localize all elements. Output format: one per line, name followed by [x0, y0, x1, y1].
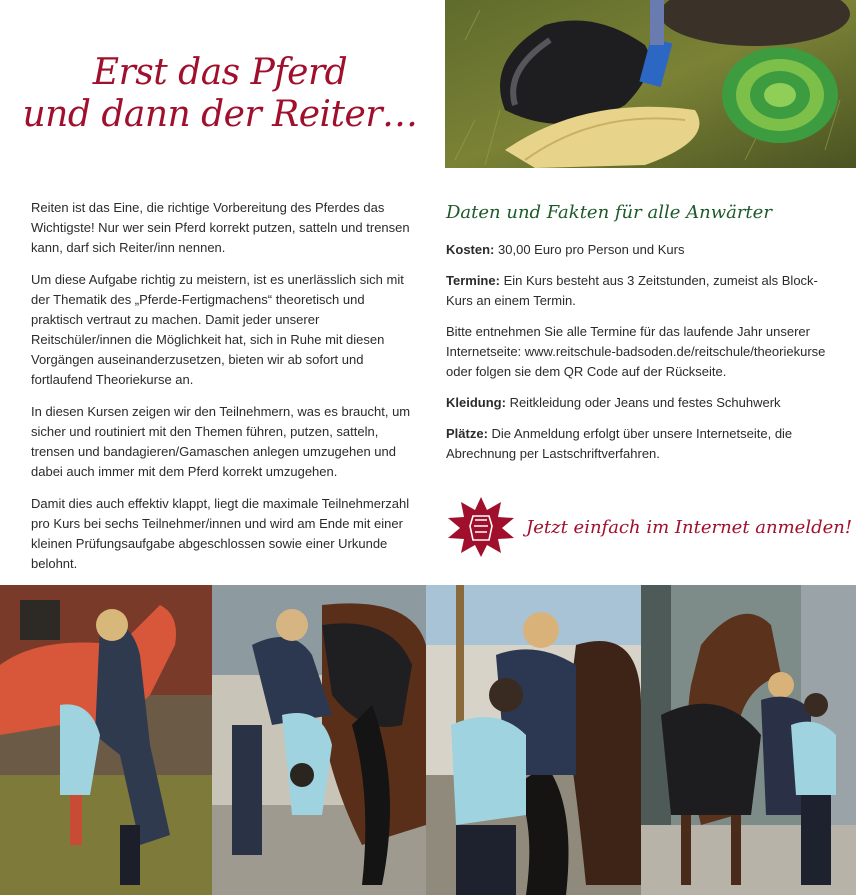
page-headline: [0, 52, 440, 136]
facts-title: Daten und Fakten für alle Anwärter: [446, 202, 772, 223]
headline-line-1: Erst das Pferd: [92, 52, 348, 93]
fact-info: Bitte entnehmen Sie alle Termine für das laufende Jahr unserer Internetseite: www.reitschule-badsoden.de/reitschule/theoriekurse oder folgen sie dem QR Code auf der Rückseite.: [446, 324, 826, 379]
intro-paragraph: Um diese Aufgabe richtig zu meistern, ist es unerlässlich sich mit der Thematik des „Pferde-Fertigmachens“ theoretisch und praktisch vertraut zu machen. Damit jeder unserer Reitschüler/innen die Möglichkeit hat, sich in Ruhe mit diesen Vorgängen auseinanderzusetzen, bieten wir ab sofort und fortlaufend Theoriekurse an.: [31, 272, 404, 387]
intro-paragraph: Reiten ist das Eine, die richtige Vorbereitung des Pferdes das Wichtigste! Nur wer sein Pferd korrekt putzen, satteln und trensen kann, darf sich Reiter/inn nennen.: [31, 200, 410, 255]
star-badge-icon: [446, 496, 516, 558]
photo-hoof-cleaning: [212, 585, 426, 895]
photo-brushing-tail: [426, 585, 641, 895]
fact-plaetze: [446, 424, 841, 464]
fact-termine: [446, 271, 841, 311]
fact-value: Reitkleidung oder Jeans und festes Schuhwerk: [509, 395, 781, 410]
fact-label: Kleidung:: [446, 395, 506, 410]
intro-paragraph: In diesen Kursen zeigen wir den Teilnehmern, was es braucht, um sicher und routiniert mit den Themen führen, putzen, satteln, trensen und bandagieren/Gamaschen anlegen umzugehen und dabei auch immer mit dem Pferd korrekt umzugehen.: [31, 404, 411, 479]
fact-value: 30,00 Euro pro Person und Kurs: [498, 242, 685, 257]
fact-kleidung: [446, 393, 841, 413]
fact-label: Plätze:: [446, 426, 488, 441]
facts-list: [446, 240, 841, 475]
photo-bridling-horse: [641, 585, 856, 895]
cta-text[interactable]: Jetzt einfach im Internet anmelden!: [526, 516, 853, 538]
intro-text: [31, 198, 411, 586]
fact-label: Kosten:: [446, 242, 495, 257]
fact-kosten: [446, 240, 841, 260]
photo-model-horse: [0, 585, 212, 895]
register-online-cta[interactable]: [446, 496, 856, 558]
fact-label: Termine:: [446, 273, 500, 288]
headline-line-2: und dann der Reiter…: [22, 94, 418, 135]
photo-strip: [0, 585, 856, 895]
intro-paragraph: Damit dies auch effektiv klappt, liegt die maximale Teilnehmerzahl pro Kurs bei sechs Teilnehmer/innen und wird am Ende mit einer kleinen Prüfungsaufgabe abgeschlossen sowie einer Urkunde belohnt.: [31, 496, 410, 571]
fact-value: Die Anmeldung erfolgt über unsere Internetseite, die Abrechnung per Lastschriftverfahren.: [446, 426, 793, 461]
grooming-tools-photo: [445, 0, 856, 168]
fact-value: Ein Kurs besteht aus 3 Zeitstunden, zumeist als Block-Kurs an einem Termin.: [446, 273, 818, 308]
